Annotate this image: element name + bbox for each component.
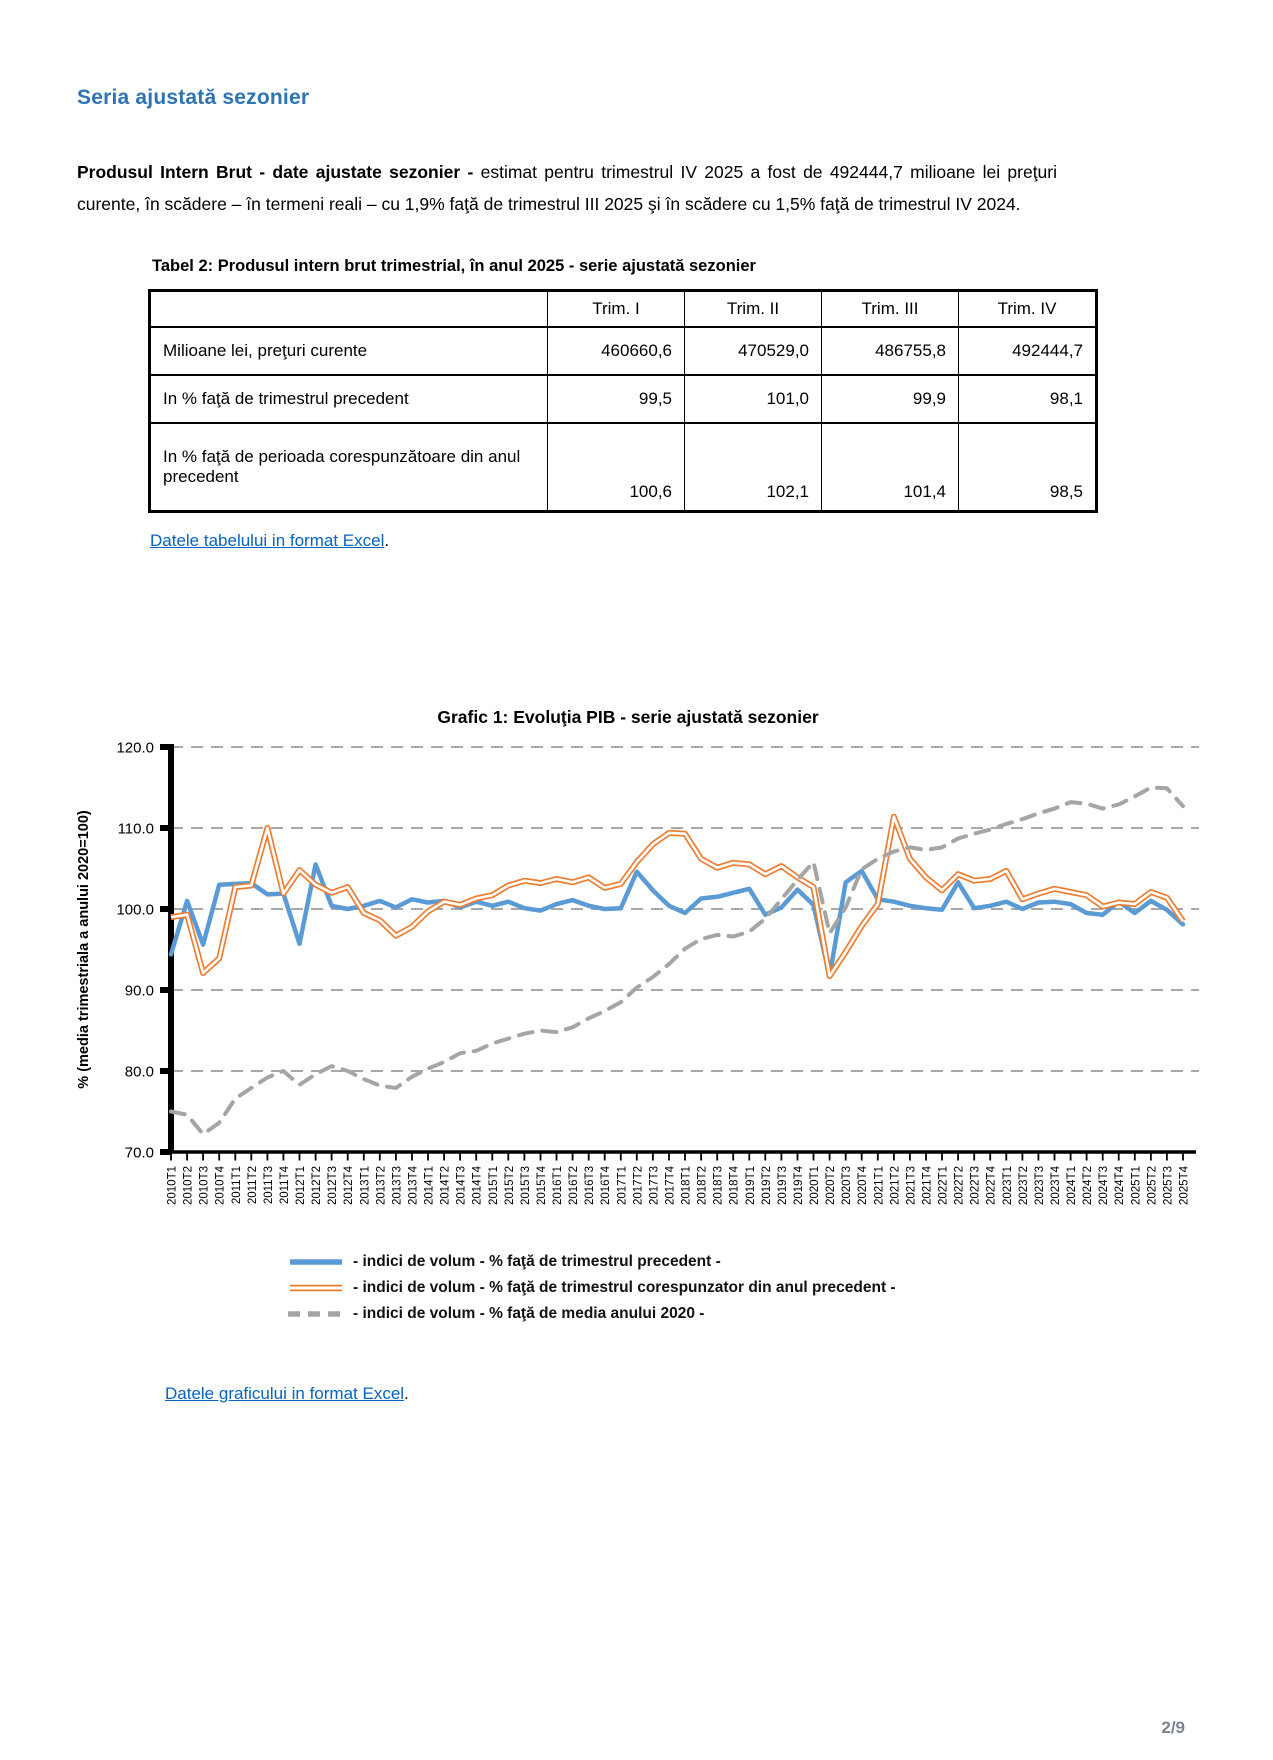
chart-excel-link-line xyxy=(165,1384,1273,1404)
svg-text:2014T3: 2014T3 xyxy=(455,1166,468,1206)
svg-text:70.0: 70.0 xyxy=(124,1144,154,1162)
svg-text:2020T4: 2020T4 xyxy=(857,1166,870,1206)
svg-text:120.0: 120.0 xyxy=(116,739,154,757)
svg-text:2025T1: 2025T1 xyxy=(1130,1166,1143,1206)
svg-text:2011T2: 2011T2 xyxy=(246,1166,259,1205)
svg-text:2014T4: 2014T4 xyxy=(471,1166,484,1206)
svg-text:2020T2: 2020T2 xyxy=(825,1166,838,1206)
cell-value: 460660,6 xyxy=(548,327,685,375)
legend-swatch-solid-line xyxy=(287,1256,345,1268)
gdp-line-chart xyxy=(58,732,1208,1224)
legend-swatch-dashed-line xyxy=(287,1308,345,1320)
svg-text:2015T2: 2015T2 xyxy=(503,1166,516,1206)
svg-text:2022T2: 2022T2 xyxy=(953,1166,966,1206)
svg-text:2015T4: 2015T4 xyxy=(536,1166,548,1206)
svg-text:110.0: 110.0 xyxy=(117,820,154,838)
row-label: In % faţă de perioada corespunzătoare din anul precedent xyxy=(150,423,548,512)
svg-text:2019T3: 2019T3 xyxy=(776,1166,789,1206)
svg-text:2020T3: 2020T3 xyxy=(841,1166,854,1206)
cell-value: 486755,8 xyxy=(822,327,959,375)
svg-text:2024T4: 2024T4 xyxy=(1114,1166,1127,1206)
svg-text:2024T2: 2024T2 xyxy=(1082,1166,1095,1206)
chart-block xyxy=(0,707,1273,1404)
svg-text:2011T3: 2011T3 xyxy=(262,1166,275,1205)
legend-label: - indici de volum - % faţă de trimestrul precedent - xyxy=(353,1253,721,1270)
cell-value: 101,4 xyxy=(822,423,959,512)
svg-text:2022T1: 2022T1 xyxy=(937,1166,950,1206)
svg-text:2024T1: 2024T1 xyxy=(1066,1166,1079,1206)
svg-text:2011T4: 2011T4 xyxy=(278,1166,291,1205)
svg-text:2018T4: 2018T4 xyxy=(728,1166,741,1206)
svg-text:2023T3: 2023T3 xyxy=(1033,1166,1046,1206)
table-row xyxy=(150,423,1097,512)
svg-text:2016T2: 2016T2 xyxy=(568,1166,581,1206)
svg-text:2025T3: 2025T3 xyxy=(1162,1166,1175,1206)
cell-value: 470529,0 xyxy=(685,327,822,375)
chart-legend xyxy=(287,1250,1273,1326)
table-header-row xyxy=(150,291,1097,328)
svg-text:2020T1: 2020T1 xyxy=(809,1166,821,1206)
svg-text:2017T3: 2017T3 xyxy=(648,1166,661,1206)
svg-text:2011T1: 2011T1 xyxy=(230,1166,243,1205)
svg-text:2019T4: 2019T4 xyxy=(793,1166,805,1206)
table-excel-link-line xyxy=(150,531,1273,551)
svg-text:90.0: 90.0 xyxy=(124,982,154,1000)
table-header-trim-2: Trim. II xyxy=(685,291,822,328)
svg-text:2016T3: 2016T3 xyxy=(584,1166,597,1206)
svg-text:2010T1: 2010T1 xyxy=(166,1166,179,1206)
svg-text:2016T1: 2016T1 xyxy=(552,1166,564,1206)
svg-text:2015T1: 2015T1 xyxy=(487,1166,500,1206)
svg-text:2019T2: 2019T2 xyxy=(760,1166,773,1206)
svg-text:2017T4: 2017T4 xyxy=(664,1166,677,1206)
legend-item-an-precedent xyxy=(287,1276,1273,1300)
intro-paragraph-lead: Produsul Intern Brut - date ajustate sezonier - xyxy=(77,162,481,182)
svg-text:2010T3: 2010T3 xyxy=(198,1166,211,1206)
svg-text:2013T1: 2013T1 xyxy=(359,1166,372,1206)
legend-label: - indici de volum - % faţă de media anului 2020 - xyxy=(353,1305,705,1322)
table-header-trim-4: Trim. IV xyxy=(959,291,1097,328)
chart-excel-link[interactable]: Datele graficului in format Excel xyxy=(165,1384,405,1403)
cell-value: 102,1 xyxy=(685,423,822,512)
link-period: . xyxy=(384,531,390,550)
svg-text:80.0: 80.0 xyxy=(124,1063,154,1081)
svg-text:2014T2: 2014T2 xyxy=(439,1166,452,1206)
intro-paragraph-text: estimat pentru trimestrul IV 2025 a fost de 492444,7 milioane lei preţuri curente, în scădere – în termeni reali – cu 1,9% faţă de trimestrul III 2025 şi în scădere cu 1,5% faţă de trimestrul IV 2024. xyxy=(77,162,1057,214)
cell-value: 98,5 xyxy=(959,423,1097,512)
svg-text:2013T4: 2013T4 xyxy=(407,1166,420,1206)
svg-text:2024T3: 2024T3 xyxy=(1098,1166,1111,1206)
table-title: Tabel 2: Produsul intern brut trimestrial, în anul 2025 - serie ajustată sezonier xyxy=(152,257,756,275)
svg-text:100.0: 100.0 xyxy=(116,901,154,919)
section-heading: Seria ajustată sezonier xyxy=(77,86,310,109)
svg-text:2018T1: 2018T1 xyxy=(680,1166,693,1206)
table-row xyxy=(150,327,1097,375)
svg-text:2012T3: 2012T3 xyxy=(327,1166,340,1206)
table-excel-link[interactable]: Datele tabelului in format Excel xyxy=(150,531,385,550)
intro-paragraph xyxy=(77,157,1057,220)
legend-item-media-2020 xyxy=(287,1302,1273,1326)
svg-text:2017T1: 2017T1 xyxy=(616,1166,629,1206)
cell-value: 98,1 xyxy=(959,375,1097,423)
cell-value: 492444,7 xyxy=(959,327,1097,375)
row-label: Milioane lei, preţuri curente xyxy=(150,327,548,375)
table-row xyxy=(150,375,1097,423)
svg-text:2021T4: 2021T4 xyxy=(921,1166,934,1206)
svg-text:2021T1: 2021T1 xyxy=(873,1166,886,1206)
cell-value: 101,0 xyxy=(685,375,822,423)
svg-text:2017T2: 2017T2 xyxy=(632,1166,645,1206)
svg-text:2023T2: 2023T2 xyxy=(1017,1166,1030,1206)
svg-text:2022T4: 2022T4 xyxy=(985,1166,998,1206)
svg-text:2010T4: 2010T4 xyxy=(214,1166,227,1206)
svg-text:2013T2: 2013T2 xyxy=(375,1166,388,1206)
legend-swatch-double-line xyxy=(287,1282,345,1294)
svg-text:2013T3: 2013T3 xyxy=(391,1166,404,1206)
svg-text:2014T1: 2014T1 xyxy=(423,1166,436,1206)
svg-text:2025T4: 2025T4 xyxy=(1178,1166,1191,1206)
cell-value: 99,9 xyxy=(822,375,959,423)
cell-value: 100,6 xyxy=(548,423,685,512)
cell-value: 99,5 xyxy=(548,375,685,423)
legend-item-precedent xyxy=(287,1250,1273,1274)
svg-text:2016T4: 2016T4 xyxy=(600,1166,613,1206)
table-header-trim-1: Trim. I xyxy=(548,291,685,328)
page-number: 2/9 xyxy=(1161,1718,1185,1737)
chart-title: Grafic 1: Evoluţia PIB - serie ajustată sezonier xyxy=(437,707,819,727)
svg-text:2019T1: 2019T1 xyxy=(744,1166,757,1206)
svg-text:2010T2: 2010T2 xyxy=(182,1166,195,1206)
svg-text:% (media trimestriala a anului: % (media trimestriala a anului 2020=100) xyxy=(76,810,92,1089)
svg-text:2023T1: 2023T1 xyxy=(1001,1166,1014,1206)
table-corner-cell xyxy=(150,291,548,328)
svg-text:2012T2: 2012T2 xyxy=(311,1166,324,1206)
link-period: . xyxy=(404,1384,409,1403)
svg-text:2018T3: 2018T3 xyxy=(712,1166,725,1206)
svg-text:2015T3: 2015T3 xyxy=(519,1166,532,1206)
svg-text:2023T4: 2023T4 xyxy=(1050,1166,1062,1206)
svg-text:2021T3: 2021T3 xyxy=(905,1166,918,1206)
svg-text:2012T1: 2012T1 xyxy=(295,1166,307,1206)
svg-text:2025T2: 2025T2 xyxy=(1146,1166,1159,1206)
svg-text:2018T2: 2018T2 xyxy=(696,1166,709,1206)
legend-label: - indici de volum - % faţă de trimestrul corespunzator din anul precedent - xyxy=(353,1279,896,1296)
svg-text:2012T4: 2012T4 xyxy=(343,1166,356,1206)
svg-text:2022T3: 2022T3 xyxy=(969,1166,982,1206)
table-header-trim-3: Trim. III xyxy=(822,291,959,328)
svg-text:2021T2: 2021T2 xyxy=(889,1166,902,1206)
row-label: In % faţă de trimestrul precedent xyxy=(150,375,548,423)
gdp-table xyxy=(148,289,1098,513)
